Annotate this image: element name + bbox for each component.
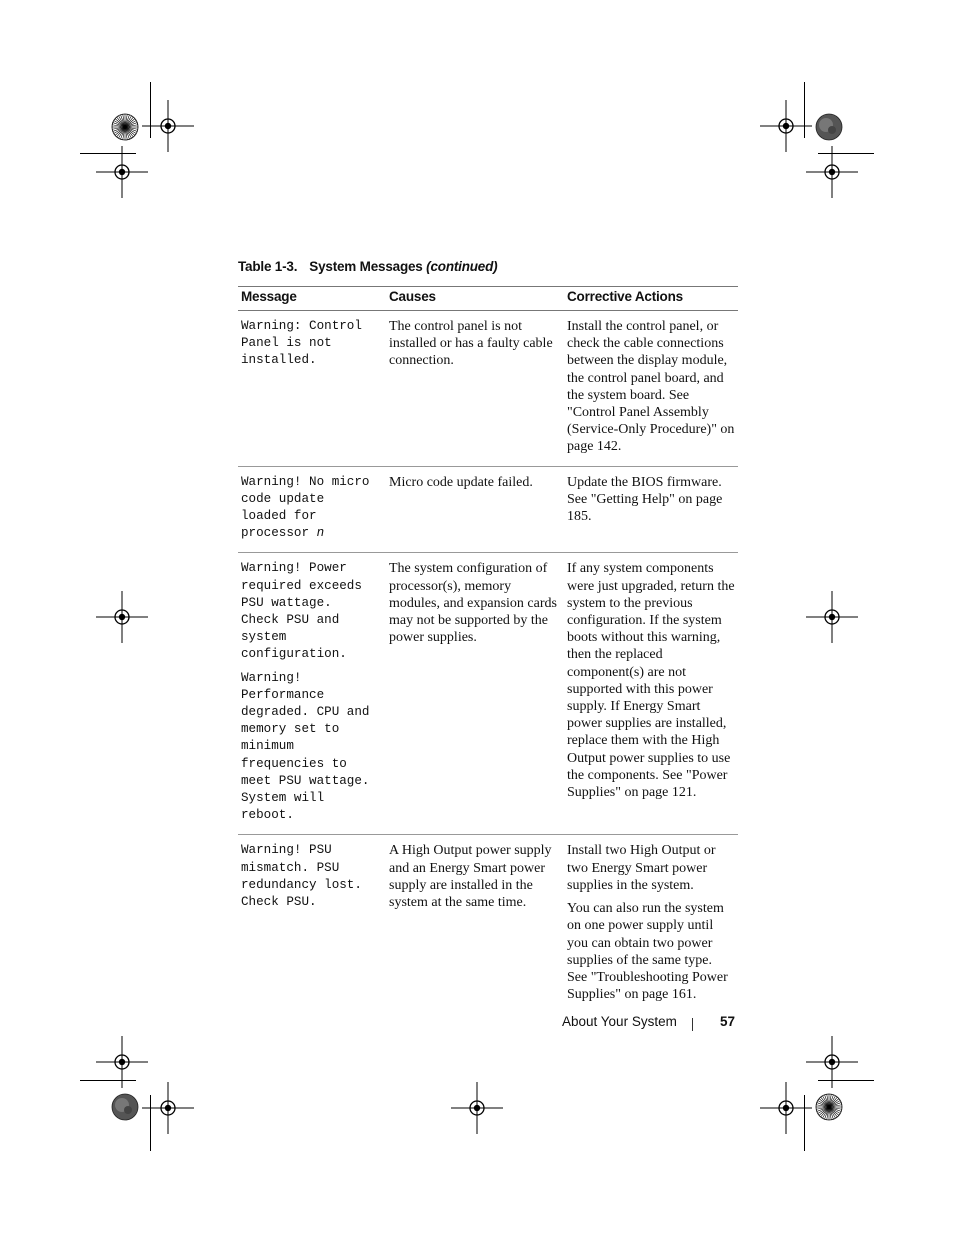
system-messages-table xyxy=(238,286,738,1013)
cause-text: The system configuration of processor(s), memory modules, and expansion cards may not be supported by the power supplies. xyxy=(389,561,557,646)
causes-cell xyxy=(386,466,564,553)
registration-crosshair-icon xyxy=(759,1081,813,1135)
page-footer xyxy=(562,1014,736,1029)
page-number: 57 xyxy=(720,1014,736,1029)
caption-title: System Messages xyxy=(309,259,423,274)
table-caption xyxy=(238,259,497,274)
message-cell xyxy=(238,311,386,467)
starburst-target-icon xyxy=(110,112,140,142)
cause-text: A High Output power supply and an Energy Smart power supply are installed in the system at the same time. xyxy=(389,843,552,911)
table-row xyxy=(238,311,738,467)
halftone-disc-icon xyxy=(110,1092,140,1122)
table-header-row xyxy=(238,287,738,311)
starburst-target-icon xyxy=(814,1092,844,1122)
table-row xyxy=(238,835,738,1013)
caption-continued: (continued) xyxy=(426,259,498,274)
actions-cell xyxy=(564,553,738,835)
action-text: Install the control panel, or check the cable connections between the display module, the control panel board, and the system board. See "Control Panel Assembly (Service-Only Procedure)" on page 142. xyxy=(567,319,735,455)
action-text: Update the BIOS firmware. See "Getting Help" on page 185. xyxy=(567,474,723,525)
actions-cell xyxy=(564,311,738,467)
action-text: Install two High Output or two Energy Smart power supplies in the system. xyxy=(567,843,716,893)
cause-text: The control panel is not installed or has a faulty cable connection. xyxy=(389,319,553,369)
table-row xyxy=(238,553,738,835)
action-text: You can also run the system on one power supply until you can obtain two power supplies of the same type. See "Troubleshooting Power Supplies" on page 161. xyxy=(567,901,728,1003)
header-causes: Causes xyxy=(386,287,564,311)
footer-divider xyxy=(692,1018,693,1031)
registration-crosshair-icon xyxy=(95,145,149,199)
message-text: Warning: Control Panel is not installed. xyxy=(241,319,362,368)
registration-crosshair-icon xyxy=(95,590,149,644)
table-row xyxy=(238,466,738,553)
registration-crosshair-icon xyxy=(805,590,859,644)
message-text: Warning! Power required exceeds PSU wattage. Check PSU and system configuration. xyxy=(241,561,362,662)
cause-text: Micro code update failed. xyxy=(389,474,533,490)
registration-crosshair-icon xyxy=(141,1081,195,1135)
message-cell xyxy=(238,466,386,553)
registration-crosshair-icon xyxy=(805,145,859,199)
action-text: If any system components were just upgraded, return the system to the previous configuration. If the system boots without this warning, then the replaced component(s) are not supported with this power supply. If Energy Smart power supplies are installed, replace them with the High Output power supplies to use the components. See "Power Supplies" on page 121. xyxy=(567,561,735,801)
halftone-disc-icon xyxy=(814,112,844,142)
header-corrective-actions: Corrective Actions xyxy=(564,287,738,311)
footer-section-title: About Your System xyxy=(562,1014,677,1029)
header-message: Message xyxy=(238,287,386,311)
message-variable: n xyxy=(316,526,325,541)
causes-cell xyxy=(386,553,564,835)
actions-cell xyxy=(564,835,738,1013)
registration-crosshair-icon xyxy=(450,1081,504,1135)
registration-crosshair-icon xyxy=(141,99,195,153)
registration-crosshair-icon xyxy=(805,1035,859,1089)
message-text: Warning! PSU mismatch. PSU redundancy lost. Check PSU. xyxy=(241,843,362,910)
actions-cell xyxy=(564,466,738,553)
causes-cell xyxy=(386,835,564,1013)
message-text: Warning! Performance degraded. CPU and memory set to minimum frequencies to meet PSU wattage. System will reboot. xyxy=(241,670,370,823)
caption-number: Table 1-3. xyxy=(238,259,298,274)
message-text: Warning! No micro code update loaded for processor n xyxy=(241,474,370,541)
message-cell xyxy=(238,835,386,1013)
message-cell xyxy=(238,553,386,835)
causes-cell xyxy=(386,311,564,467)
